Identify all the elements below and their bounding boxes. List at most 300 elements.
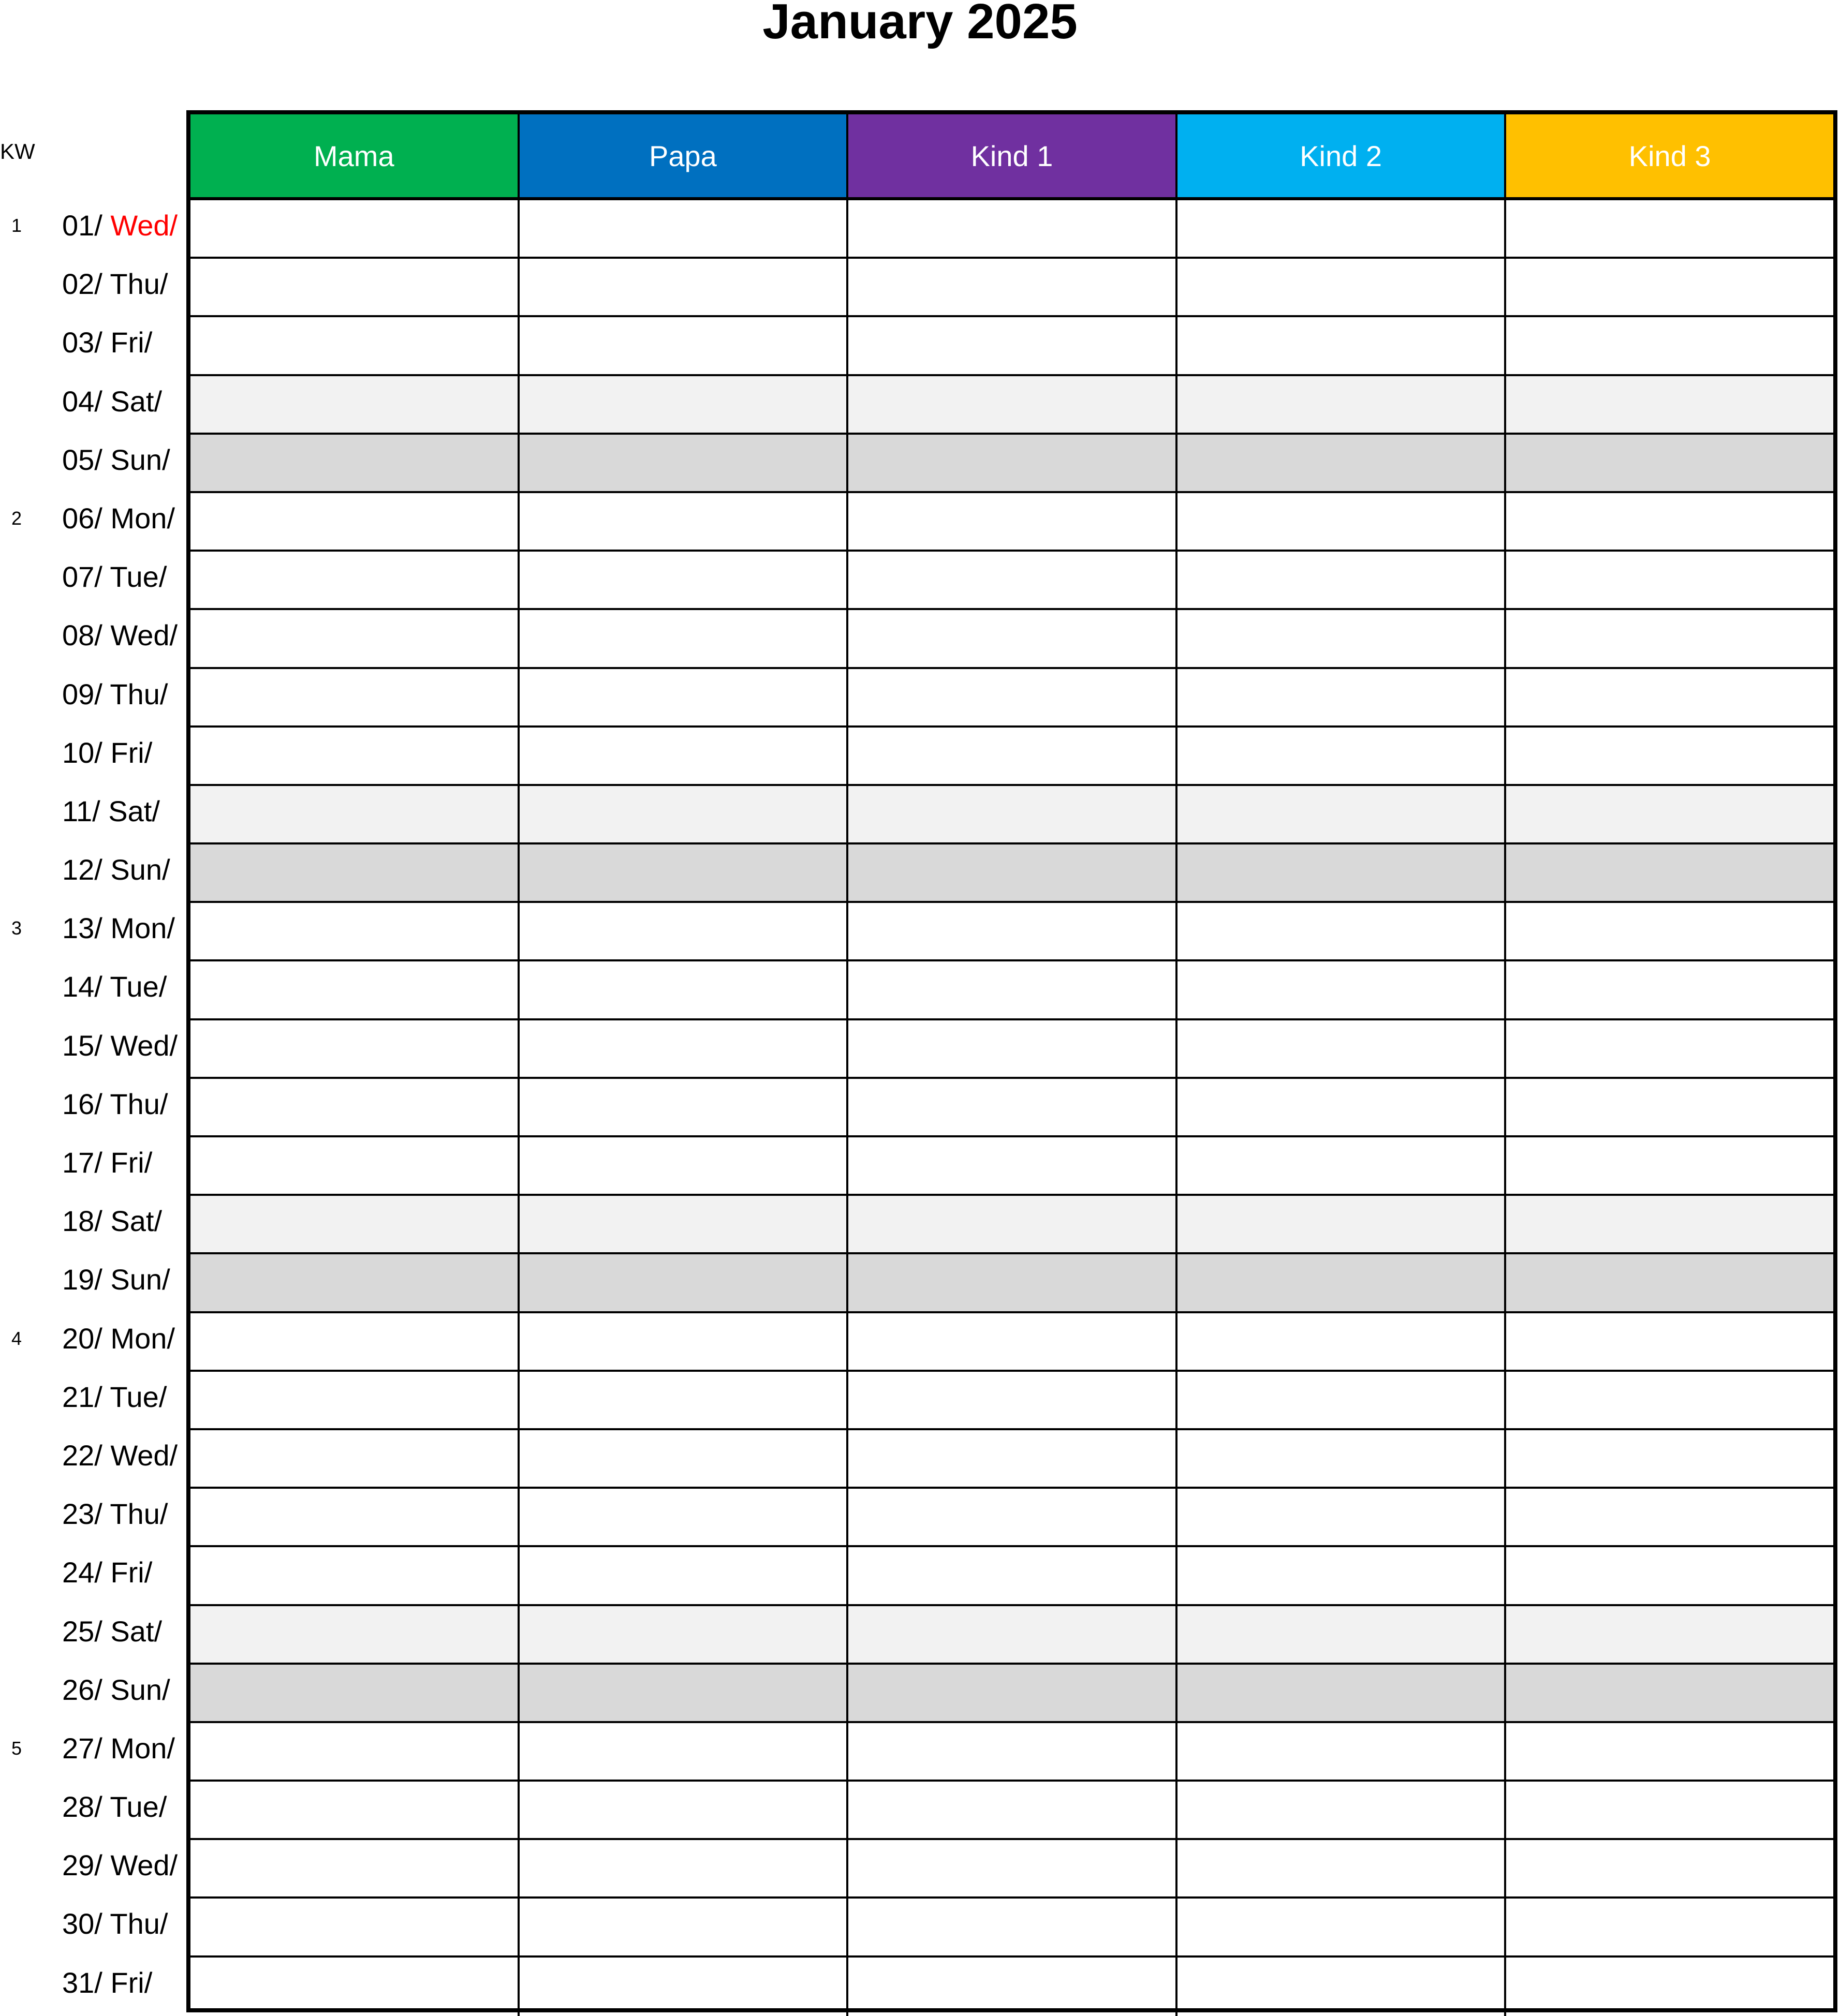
column-header-papa: Papa [520, 114, 849, 197]
day-number: 03/ [62, 326, 102, 359]
page-title: January 2025 [762, 0, 1078, 49]
entry-cell-kind-2[interactable] [1177, 669, 1507, 725]
day-row [190, 1723, 1833, 1782]
weekday-name: Thu/ [110, 1087, 168, 1120]
day-number: 30/ [62, 1907, 102, 1940]
week-number: 5 [11, 1737, 22, 1759]
entry-cell-kind-2[interactable] [1177, 376, 1507, 433]
entry-cell-papa[interactable] [520, 1723, 849, 1780]
date-label [62, 619, 178, 651]
entry-cell-papa[interactable] [520, 844, 849, 901]
day-row [190, 1606, 1833, 1665]
entry-cell-mama[interactable] [190, 1020, 520, 1077]
date-label-row [0, 196, 186, 255]
entry-cell-kind-1[interactable] [848, 961, 1177, 1018]
day-row [190, 1313, 1833, 1372]
entry-cell-kind-3[interactable] [1506, 1899, 1833, 1955]
entry-cell-mama[interactable] [190, 1840, 520, 1896]
entry-cell-kind-1[interactable] [848, 1020, 1177, 1077]
entry-cell-kind-1[interactable] [848, 1196, 1177, 1252]
weekday-name: Wed/ [110, 1849, 178, 1882]
entry-cell-mama[interactable] [190, 435, 520, 491]
day-number: 07/ [62, 560, 102, 594]
entry-cell-papa[interactable] [520, 493, 849, 550]
date-label-row [0, 1543, 186, 1602]
entry-cell-mama[interactable] [190, 844, 520, 901]
weekday-name: Sat/ [110, 384, 163, 418]
entry-cell-papa[interactable] [520, 1430, 849, 1487]
day-number: 23/ [62, 1498, 102, 1531]
entry-cell-papa[interactable] [520, 961, 849, 1018]
day-number: 21/ [62, 1380, 102, 1413]
entry-cell-kind-2[interactable] [1177, 610, 1507, 666]
entry-cell-mama[interactable] [190, 1899, 520, 1955]
date-label-row [0, 840, 186, 899]
date-label-row [0, 547, 186, 606]
date-label [62, 737, 152, 769]
week-number: 4 [11, 1327, 22, 1349]
entry-cell-kind-3[interactable] [1506, 259, 1833, 315]
entry-cell-kind-2[interactable] [1177, 903, 1507, 959]
entry-cell-papa[interactable] [520, 903, 849, 959]
entry-cell-papa[interactable] [520, 317, 849, 374]
entry-cell-kind-3[interactable] [1506, 1079, 1833, 1135]
day-number: 29/ [62, 1849, 102, 1882]
entry-cell-papa[interactable] [520, 728, 849, 784]
date-label-column [0, 196, 186, 2012]
day-row [190, 1137, 1833, 1196]
entry-cell-kind-1[interactable] [848, 1782, 1177, 1838]
date-label [62, 971, 167, 1003]
entry-cell-papa[interactable] [520, 1840, 849, 1896]
entry-cell-kind-1[interactable] [848, 1254, 1177, 1311]
date-label-row [0, 1426, 186, 1485]
entry-cell-kind-1[interactable] [848, 200, 1177, 257]
weekday-name: Thu/ [110, 677, 168, 710]
entry-cell-kind-3[interactable] [1506, 1606, 1833, 1663]
date-label-row [0, 1719, 186, 1777]
entry-cell-kind-2[interactable] [1177, 1782, 1507, 1838]
date-label [62, 386, 162, 418]
entry-cell-kind-3[interactable] [1506, 376, 1833, 433]
date-label [62, 1088, 168, 1120]
day-number: 18/ [62, 1205, 102, 1238]
entry-cell-mama[interactable] [190, 1547, 520, 1604]
date-label-row [0, 1953, 186, 2012]
day-number: 04/ [62, 384, 102, 418]
entry-cell-kind-3[interactable] [1506, 1196, 1833, 1252]
entry-cell-papa[interactable] [520, 1020, 849, 1077]
day-number: 17/ [62, 1146, 102, 1179]
entry-cell-kind-1[interactable] [848, 1547, 1177, 1604]
weekday-name: Sat/ [108, 794, 160, 827]
entry-cell-kind-3[interactable] [1506, 1665, 1833, 1721]
week-number: 1 [11, 215, 22, 236]
entry-cell-kind-3[interactable] [1506, 435, 1833, 491]
weekday-name: Sat/ [110, 1205, 163, 1238]
entry-cell-kind-2[interactable] [1177, 1840, 1507, 1896]
date-label-row [0, 1661, 186, 1719]
entry-cell-kind-2[interactable] [1177, 1196, 1507, 1252]
entry-cell-kind-3[interactable] [1506, 903, 1833, 959]
entry-cell-kind-2[interactable] [1177, 259, 1507, 315]
entry-cell-kind-1[interactable] [848, 259, 1177, 315]
entry-cell-mama[interactable] [190, 376, 520, 433]
kw-column-header: KW [0, 139, 35, 164]
date-label [62, 502, 175, 535]
day-number: 05/ [62, 443, 102, 476]
weekday-name: Sun/ [110, 1673, 170, 1706]
entry-cell-kind-3[interactable] [1506, 610, 1833, 666]
date-label [62, 1557, 152, 1589]
entry-cell-kind-3[interactable] [1506, 669, 1833, 725]
entry-cell-kind-2[interactable] [1177, 1665, 1507, 1721]
day-row [190, 493, 1833, 552]
day-row [190, 961, 1833, 1020]
entry-cell-papa[interactable] [520, 1196, 849, 1252]
entry-cell-mama[interactable] [190, 1606, 520, 1663]
entry-cell-papa[interactable] [520, 1489, 849, 1545]
entry-cell-kind-1[interactable] [848, 1723, 1177, 1780]
column-header-mama: Mama [190, 114, 520, 197]
day-number: 20/ [62, 1322, 102, 1355]
entry-cell-papa[interactable] [520, 1079, 849, 1135]
entry-cell-kind-3[interactable] [1506, 1313, 1833, 1370]
date-label [62, 1205, 162, 1237]
entry-cell-kind-2[interactable] [1177, 317, 1507, 374]
entry-cell-kind-2[interactable] [1177, 961, 1507, 1018]
entry-cell-kind-2[interactable] [1177, 1313, 1507, 1370]
entry-cell-papa[interactable] [520, 1313, 849, 1370]
date-label-row [0, 1602, 186, 1661]
entry-cell-kind-1[interactable] [848, 786, 1177, 842]
entry-cell-kind-2[interactable] [1177, 844, 1507, 901]
entry-cell-papa[interactable] [520, 200, 849, 257]
entry-cell-mama[interactable] [190, 1665, 520, 1721]
day-number: 06/ [62, 501, 102, 535]
entry-cell-kind-1[interactable] [848, 728, 1177, 784]
day-number: 31/ [62, 1966, 102, 1999]
date-label-row [0, 1250, 186, 1309]
day-row [190, 1782, 1833, 1840]
entry-cell-kind-3[interactable] [1506, 728, 1833, 784]
day-row [190, 1899, 1833, 1957]
entry-cell-kind-3[interactable] [1506, 200, 1833, 257]
entry-cell-kind-2[interactable] [1177, 200, 1507, 257]
day-number: 19/ [62, 1263, 102, 1296]
date-label-row [0, 255, 186, 313]
entry-cell-kind-2[interactable] [1177, 728, 1507, 784]
date-label [62, 1147, 152, 1179]
day-row [190, 1196, 1833, 1254]
entry-cell-kind-2[interactable] [1177, 1606, 1507, 1663]
entry-cell-kind-1[interactable] [848, 903, 1177, 959]
weekday-name: Mon/ [110, 1731, 175, 1765]
column-header-kind-3: Kind 3 [1506, 114, 1833, 197]
entry-cell-kind-1[interactable] [848, 493, 1177, 550]
day-row [190, 259, 1833, 317]
weekday-name: Wed/ [110, 619, 178, 652]
entry-cell-kind-1[interactable] [848, 1079, 1177, 1135]
day-number: 24/ [62, 1556, 102, 1589]
entry-cell-mama[interactable] [190, 669, 520, 725]
day-number: 02/ [62, 268, 102, 301]
day-number: 12/ [62, 853, 102, 886]
weekday-name: Wed/ [110, 209, 178, 242]
day-row [190, 1430, 1833, 1489]
entry-cell-papa[interactable] [520, 376, 849, 433]
entry-cell-kind-3[interactable] [1506, 786, 1833, 842]
entry-cell-mama[interactable] [190, 903, 520, 959]
entry-cell-kind-1[interactable] [848, 1489, 1177, 1545]
entry-cell-kind-1[interactable] [848, 1606, 1177, 1663]
entry-cell-kind-1[interactable] [848, 844, 1177, 901]
entry-cell-papa[interactable] [520, 1606, 849, 1663]
entry-cell-kind-2[interactable] [1177, 435, 1507, 491]
entry-cell-papa[interactable] [520, 1665, 849, 1721]
date-label [62, 1967, 152, 1999]
day-row [190, 376, 1833, 435]
entry-cell-kind-1[interactable] [848, 1840, 1177, 1896]
entry-cell-mama[interactable] [190, 259, 520, 315]
entry-cell-kind-2[interactable] [1177, 1254, 1507, 1311]
entry-cell-kind-1[interactable] [848, 376, 1177, 433]
day-number: 15/ [62, 1029, 102, 1062]
date-label [62, 1440, 178, 1472]
day-row [190, 1547, 1833, 1606]
weekday-name: Sat/ [110, 1614, 163, 1648]
entry-cell-mama[interactable] [190, 1137, 520, 1194]
day-number: 10/ [62, 736, 102, 769]
entry-cell-mama[interactable] [190, 317, 520, 374]
column-header-kind-2: Kind 2 [1177, 114, 1507, 197]
date-label [62, 561, 167, 593]
entry-cell-papa[interactable] [520, 1137, 849, 1194]
weekday-name: Fri/ [110, 326, 153, 359]
entry-cell-papa[interactable] [520, 1899, 849, 1955]
date-label [62, 1615, 162, 1648]
entry-cell-kind-2[interactable] [1177, 1137, 1507, 1194]
entry-cell-kind-3[interactable] [1506, 552, 1833, 608]
weekday-name: Mon/ [110, 501, 175, 535]
entry-cell-kind-2[interactable] [1177, 493, 1507, 550]
entry-cell-kind-1[interactable] [848, 552, 1177, 608]
date-label-row [0, 665, 186, 723]
calendar-body [190, 200, 1833, 2016]
entry-cell-kind-2[interactable] [1177, 1079, 1507, 1135]
entry-cell-mama[interactable] [190, 961, 520, 1018]
date-label [62, 1381, 167, 1413]
entry-cell-kind-3[interactable] [1506, 1547, 1833, 1604]
entry-cell-kind-3[interactable] [1506, 1958, 1833, 2016]
entry-cell-mama[interactable] [190, 1196, 520, 1252]
entry-cell-mama[interactable] [190, 552, 520, 608]
entry-cell-kind-2[interactable] [1177, 1958, 1507, 2016]
day-row [190, 610, 1833, 669]
weekday-name: Mon/ [110, 912, 175, 945]
date-label [62, 268, 168, 300]
entry-cell-kind-3[interactable] [1506, 1430, 1833, 1487]
entry-cell-kind-3[interactable] [1506, 1137, 1833, 1194]
entry-cell-kind-2[interactable] [1177, 1372, 1507, 1428]
entry-cell-kind-3[interactable] [1506, 1840, 1833, 1896]
day-number: 11/ [62, 794, 100, 827]
date-label [62, 444, 170, 476]
entry-cell-mama[interactable] [190, 1079, 520, 1135]
date-label-row [0, 899, 186, 957]
entry-cell-papa[interactable] [520, 1782, 849, 1838]
entry-cell-mama[interactable] [190, 493, 520, 550]
day-row [190, 1020, 1833, 1079]
weekday-name: Tue/ [110, 970, 167, 1003]
date-label-row [0, 1485, 186, 1543]
day-row [190, 728, 1833, 786]
date-label [62, 327, 152, 359]
day-number: 22/ [62, 1439, 102, 1472]
date-label [62, 854, 170, 886]
entry-cell-kind-2[interactable] [1177, 1899, 1507, 1955]
date-label [62, 1323, 175, 1355]
day-row [190, 1489, 1833, 1547]
entry-cell-kind-3[interactable] [1506, 493, 1833, 550]
entry-cell-mama[interactable] [190, 1254, 520, 1311]
entry-cell-papa[interactable] [520, 552, 849, 608]
entry-cell-kind-3[interactable] [1506, 317, 1833, 374]
entry-cell-mama[interactable] [190, 1782, 520, 1838]
entry-cell-papa[interactable] [520, 1372, 849, 1428]
entry-cell-mama[interactable] [190, 1372, 520, 1428]
day-number: 27/ [62, 1731, 102, 1765]
date-label-row [0, 957, 186, 1016]
entry-cell-kind-1[interactable] [848, 1665, 1177, 1721]
entry-cell-kind-2[interactable] [1177, 1430, 1507, 1487]
date-label-row [0, 372, 186, 431]
entry-cell-kind-1[interactable] [848, 610, 1177, 666]
weekday-name: Fri/ [110, 736, 153, 769]
date-label [62, 1030, 178, 1062]
weekday-name: Fri/ [110, 1966, 153, 1999]
weekday-name: Tue/ [110, 560, 167, 594]
weekday-name: Tue/ [110, 1380, 167, 1413]
entry-cell-papa[interactable] [520, 435, 849, 491]
entry-cell-kind-1[interactable] [848, 1313, 1177, 1370]
entry-cell-papa[interactable] [520, 1958, 849, 2016]
weekday-name: Wed/ [110, 1439, 178, 1472]
day-number: 26/ [62, 1673, 102, 1706]
date-label [62, 1674, 170, 1706]
weekday-name: Wed/ [110, 1029, 178, 1062]
entry-cell-kind-1[interactable] [848, 1430, 1177, 1487]
entry-cell-kind-3[interactable] [1506, 1723, 1833, 1780]
entry-cell-kind-1[interactable] [848, 435, 1177, 491]
date-label [62, 1264, 170, 1296]
entry-cell-papa[interactable] [520, 610, 849, 666]
weekday-name: Tue/ [110, 1790, 167, 1824]
entry-cell-kind-1[interactable] [848, 317, 1177, 374]
weekday-name: Thu/ [110, 268, 168, 301]
entry-cell-kind-1[interactable] [848, 1372, 1177, 1428]
date-label-row [0, 723, 186, 782]
entry-cell-papa[interactable] [520, 786, 849, 842]
date-label [62, 1908, 168, 1940]
entry-cell-kind-1[interactable] [848, 669, 1177, 725]
day-number: 01/ [62, 209, 102, 242]
date-label-row [0, 1309, 186, 1368]
entry-cell-kind-3[interactable] [1506, 1254, 1833, 1311]
date-label [62, 1791, 167, 1823]
entry-cell-kind-2[interactable] [1177, 1723, 1507, 1780]
day-row [190, 786, 1833, 844]
entry-cell-kind-1[interactable] [848, 1899, 1177, 1955]
entry-cell-mama[interactable] [190, 610, 520, 666]
entry-cell-papa[interactable] [520, 259, 849, 315]
entry-cell-mama[interactable] [190, 1489, 520, 1545]
entry-cell-kind-2[interactable] [1177, 1489, 1507, 1545]
date-label [62, 1732, 175, 1765]
date-label-row [0, 606, 186, 664]
date-label-row [0, 1368, 186, 1426]
date-label-row [0, 1192, 186, 1250]
day-row [190, 552, 1833, 610]
entry-cell-kind-3[interactable] [1506, 1020, 1833, 1077]
entry-cell-mama[interactable] [190, 1313, 520, 1370]
weekday-name: Sun/ [110, 853, 170, 886]
entry-cell-kind-2[interactable] [1177, 552, 1507, 608]
week-number: 3 [11, 917, 22, 939]
day-row [190, 435, 1833, 493]
entry-cell-papa[interactable] [520, 1254, 849, 1311]
entry-cell-papa[interactable] [520, 669, 849, 725]
weekday-name: Fri/ [110, 1556, 153, 1589]
entry-cell-kind-3[interactable] [1506, 1782, 1833, 1838]
entry-cell-kind-2[interactable] [1177, 1020, 1507, 1077]
entry-cell-kind-2[interactable] [1177, 786, 1507, 842]
entry-cell-kind-1[interactable] [848, 1137, 1177, 1194]
entry-cell-mama[interactable] [190, 786, 520, 842]
entry-cell-mama[interactable] [190, 728, 520, 784]
entry-cell-kind-2[interactable] [1177, 1547, 1507, 1604]
entry-cell-kind-3[interactable] [1506, 844, 1833, 901]
date-label [62, 1849, 178, 1881]
weekday-name: Sun/ [110, 1263, 170, 1296]
entry-cell-kind-3[interactable] [1506, 1489, 1833, 1545]
day-number: 09/ [62, 677, 102, 710]
entry-cell-mama[interactable] [190, 200, 520, 257]
day-row [190, 1372, 1833, 1430]
entry-cell-mama[interactable] [190, 1958, 520, 2016]
date-label-row [0, 1836, 186, 1894]
entry-cell-mama[interactable] [190, 1430, 520, 1487]
person-header-row [190, 114, 1833, 200]
day-row [190, 669, 1833, 728]
day-row [190, 317, 1833, 376]
entry-cell-kind-3[interactable] [1506, 961, 1833, 1018]
entry-cell-papa[interactable] [520, 1547, 849, 1604]
entry-cell-mama[interactable] [190, 1723, 520, 1780]
day-row [190, 1958, 1833, 2016]
day-row [190, 1079, 1833, 1137]
date-label [62, 912, 175, 944]
calendar-grid [186, 110, 1837, 2012]
entry-cell-kind-1[interactable] [848, 1958, 1177, 2016]
date-label-row [0, 1133, 186, 1192]
date-label [62, 795, 160, 827]
date-label-row [0, 489, 186, 547]
weekday-name: Thu/ [110, 1498, 168, 1531]
entry-cell-kind-3[interactable] [1506, 1372, 1833, 1428]
column-header-kind-1: Kind 1 [848, 114, 1177, 197]
day-row [190, 1254, 1833, 1313]
